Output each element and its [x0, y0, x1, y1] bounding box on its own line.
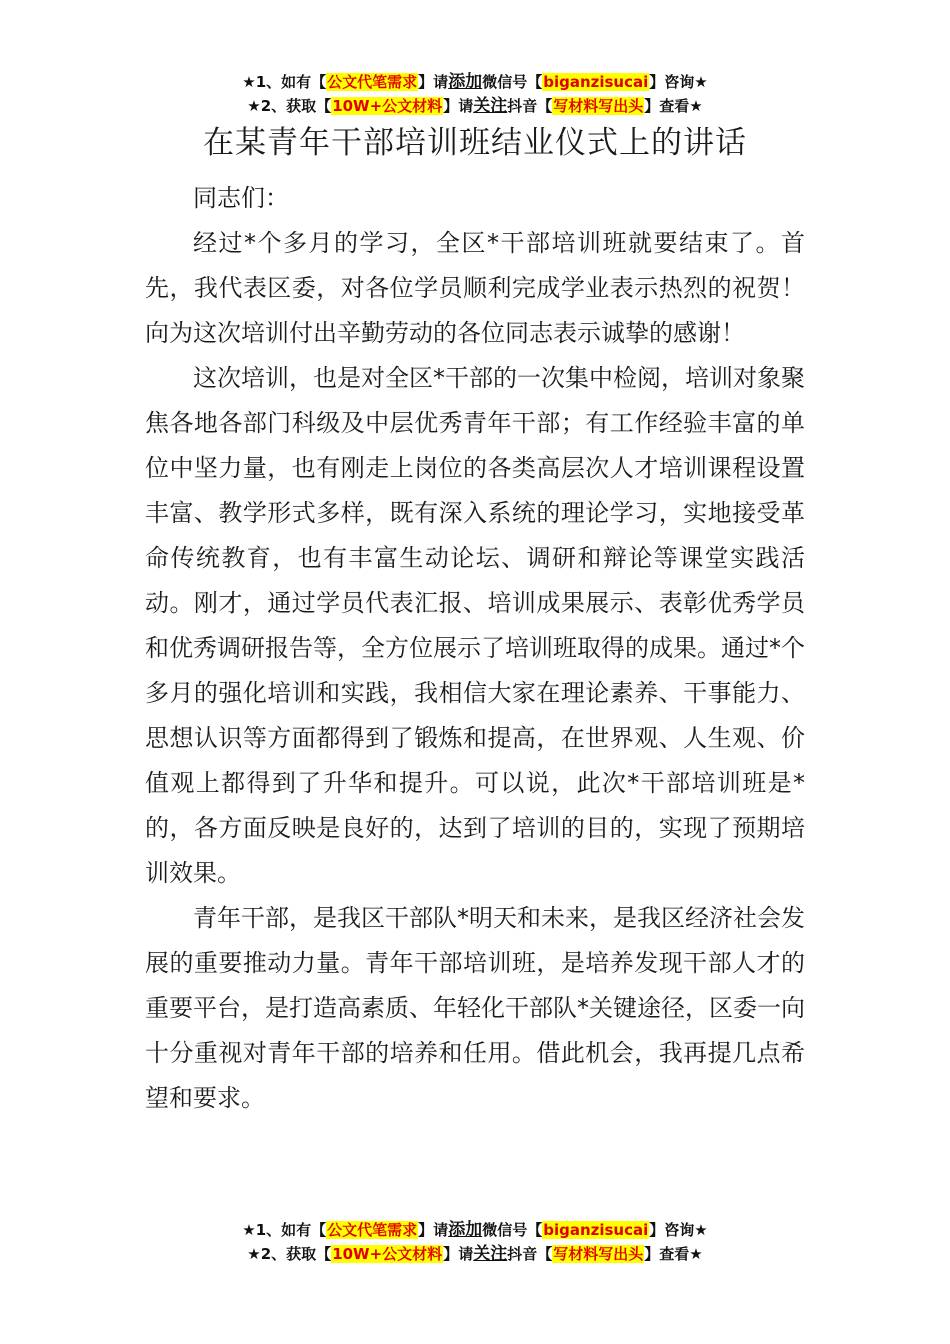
- banner-underline: 关注: [473, 96, 508, 116]
- banner-highlight: 10W+公文材料: [332, 1245, 443, 1263]
- banner-line-1: [0, 70, 950, 94]
- banner-text: 】请: [443, 1245, 474, 1263]
- banner-highlight: 写材料写出头: [553, 1245, 644, 1263]
- banner-text: 】查看★: [644, 97, 703, 115]
- banner-text: 】咨询★: [649, 1221, 708, 1239]
- banner-line-1: [0, 1218, 950, 1242]
- paragraph: 经过*个多月的学习，全区*干部培训班就要结束了。首先，我代表区委，对各位学员顺利完成学业表示热烈的祝贺！向为这次培训付出辛勤劳动的各位同志表示诚挚的感谢！: [145, 229, 805, 347]
- banner-text: 抖音【: [507, 1245, 553, 1263]
- banner-text: 】请: [418, 73, 449, 91]
- banner-text: ★1、如有【: [242, 1221, 327, 1239]
- footer-banner: [0, 1218, 950, 1266]
- banner-highlight: 公文代笔需求: [327, 73, 418, 91]
- banner-line-2: [0, 1242, 950, 1266]
- banner-text: 微信号【: [482, 1221, 543, 1239]
- banner-text: ★2、获取【: [247, 1245, 332, 1263]
- banner-highlight: 公文代笔需求: [327, 1221, 418, 1239]
- document-body: [145, 176, 805, 1121]
- banner-text: 微信号【: [482, 73, 543, 91]
- header-banner: [0, 70, 950, 118]
- banner-text: ★1、如有【: [242, 73, 327, 91]
- banner-highlight: biganzisucai: [543, 1221, 649, 1239]
- banner-text: 】请: [443, 97, 474, 115]
- banner-text: ★2、获取【: [247, 97, 332, 115]
- banner-text: 】查看★: [644, 1245, 703, 1263]
- banner-underline: 添加: [448, 1220, 483, 1240]
- banner-highlight: biganzisucai: [543, 73, 649, 91]
- banner-underline: 关注: [473, 1244, 508, 1264]
- paragraph: 这次培训，也是对全区*干部的一次集中检阅，培训对象聚焦各地各部门科级及中层优秀青年干部；有工作经验丰富的单位中坚力量，也有刚走上岗位的各类高层次人才培训课程设置丰富、教学形式多样，既有深入系统的理论学习，实地接受革命传统教育，也有丰富生动论坛、调研和辩论等课堂实践活动。刚才，通过学员代表汇报、培训成果展示、表彰优秀学员和优秀调研报告等，全方位展示了培训班取得的成果。通过*个多月的强化培训和实践，我相信大家在理论素养、干事能力、思想认识等方面都得到了锻炼和提高，在世界观、人生观、价值观上都得到了升华和提升。可以说，此次*干部培训班是*的，各方面反映是良好的，达到了培训的目的，实现了预期培训效果。: [145, 364, 805, 887]
- banner-underline: 添加: [448, 72, 483, 92]
- document-title: 在某青年干部培训班结业仪式上的讲话: [203, 125, 747, 161]
- banner-text: 】咨询★: [649, 73, 708, 91]
- paragraph: 青年干部，是我区干部队*明天和未来，是我区经济社会发展的重要推动力量。青年干部培训班，是培养发现干部人才的重要平台，是打造高素质、年轻化干部队*关键途径，区委一向十分重视对青年干部的培养和任用。借此机会，我再提几点希望和要求。: [145, 904, 805, 1112]
- banner-highlight: 写材料写出头: [553, 97, 644, 115]
- salutation: 同志们：: [193, 184, 289, 212]
- banner-highlight: 10W+公文材料: [332, 97, 443, 115]
- banner-text: 抖音【: [507, 97, 553, 115]
- banner-text: 】请: [418, 1221, 449, 1239]
- banner-line-2: [0, 94, 950, 118]
